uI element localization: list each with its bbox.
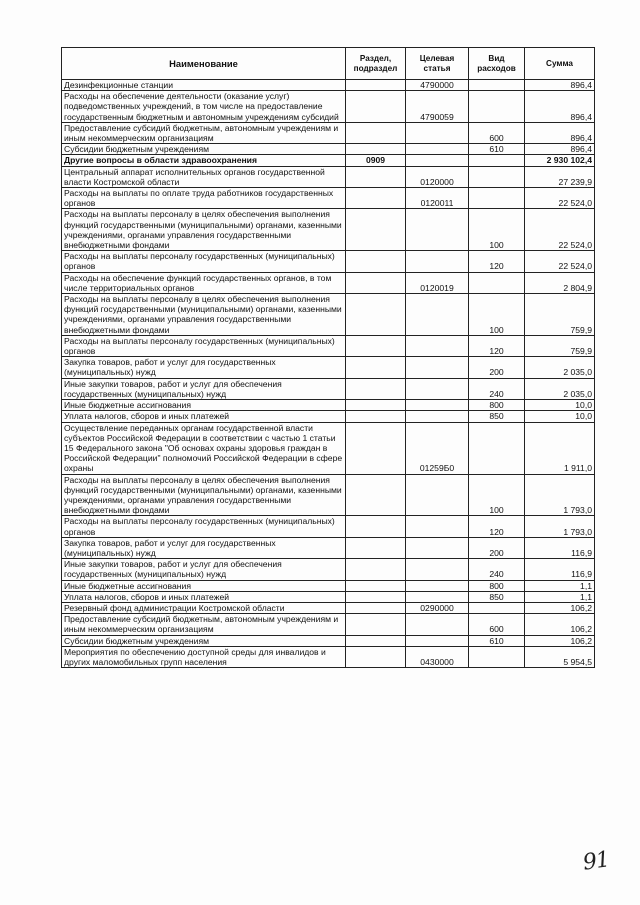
cell-name: Уплата налогов, сборов и иных платежей [62, 411, 346, 422]
cell-name: Расходы на обеспечение деятельности (оказание услуг) подведомственных учреждений, в том числе на предоставление государственным бюджетным и автономным учреждениям субсидий [62, 91, 346, 123]
table-row [62, 646, 595, 667]
table-header-row [62, 48, 595, 80]
cell-sum: 1,1 [525, 591, 595, 602]
cell-target [406, 294, 469, 336]
cell-target: 0120000 [406, 166, 469, 187]
cell-vid [469, 155, 525, 166]
cell-vid: 200 [469, 537, 525, 558]
cell-name: Иные бюджетные ассигнования [62, 580, 346, 591]
cell-sum: 27 239,9 [525, 166, 595, 187]
cell-target [406, 411, 469, 422]
table-row [62, 614, 595, 635]
cell-vid: 120 [469, 251, 525, 272]
cell-name: Иные закупки товаров, работ и услуг для обеспечения государственных (муниципальных) нужд [62, 559, 346, 580]
cell-name: Закупка товаров, работ и услуг для государственных (муниципальных) нужд [62, 537, 346, 558]
table-row [62, 559, 595, 580]
cell-name: Расходы на выплаты персоналу в целях обеспечения выполнения функций государственными (муниципальными) органами, казенными учреждениями, органами управления государственными внебюджетными фондами [62, 294, 346, 336]
cell-target: 0120019 [406, 272, 469, 293]
cell-razdel [346, 209, 406, 251]
cell-vid [469, 91, 525, 123]
table-body [62, 80, 595, 668]
cell-vid [469, 422, 525, 474]
cell-sum: 896,4 [525, 80, 595, 91]
cell-sum: 22 524,0 [525, 188, 595, 209]
cell-target [406, 474, 469, 516]
cell-vid: 800 [469, 580, 525, 591]
table-row [62, 635, 595, 646]
cell-sum: 106,2 [525, 602, 595, 613]
cell-name: Иные бюджетные ассигнования [62, 400, 346, 411]
cell-target [406, 251, 469, 272]
cell-target [406, 209, 469, 251]
cell-vid: 100 [469, 474, 525, 516]
cell-razdel [346, 400, 406, 411]
cell-vid: 120 [469, 516, 525, 537]
cell-sum: 1 911,0 [525, 422, 595, 474]
table-row [62, 251, 595, 272]
table-row [62, 474, 595, 516]
cell-target [406, 559, 469, 580]
cell-vid: 610 [469, 144, 525, 155]
table-row [62, 80, 595, 91]
cell-name: Другие вопросы в области здравоохранения [62, 155, 346, 166]
table-row [62, 91, 595, 123]
cell-target: 4790059 [406, 91, 469, 123]
table-row [62, 357, 595, 378]
cell-name: Иные закупки товаров, работ и услуг для обеспечения государственных (муниципальных) нужд [62, 378, 346, 399]
cell-razdel [346, 422, 406, 474]
cell-razdel [346, 335, 406, 356]
cell-vid [469, 188, 525, 209]
cell-vid: 200 [469, 357, 525, 378]
cell-target [406, 580, 469, 591]
cell-razdel [346, 122, 406, 143]
cell-vid [469, 272, 525, 293]
cell-sum: 896,4 [525, 144, 595, 155]
cell-name: Расходы на выплаты по оплате труда работников государственных органов [62, 188, 346, 209]
table-row [62, 422, 595, 474]
cell-vid: 850 [469, 411, 525, 422]
cell-target [406, 357, 469, 378]
cell-vid [469, 602, 525, 613]
cell-target [406, 537, 469, 558]
cell-target [406, 155, 469, 166]
cell-sum: 106,2 [525, 614, 595, 635]
cell-sum: 759,9 [525, 335, 595, 356]
cell-razdel [346, 635, 406, 646]
cell-sum: 106,2 [525, 635, 595, 646]
cell-razdel [346, 411, 406, 422]
cell-sum: 116,9 [525, 559, 595, 580]
cell-sum: 896,4 [525, 91, 595, 123]
cell-vid [469, 80, 525, 91]
cell-name: Мероприятия по обеспечению доступной среды для инвалидов и других маломобильных групп населения [62, 646, 346, 667]
cell-razdel [346, 166, 406, 187]
table-row [62, 602, 595, 613]
cell-name: Уплата налогов, сборов и иных платежей [62, 591, 346, 602]
cell-vid: 610 [469, 635, 525, 646]
cell-vid: 120 [469, 335, 525, 356]
table-row [62, 166, 595, 187]
cell-name: Расходы на обеспечение функций государственных органов, в том числе территориальных органов [62, 272, 346, 293]
header-sum: Сумма [525, 48, 595, 80]
cell-name: Субсидии бюджетным учреждениям [62, 635, 346, 646]
cell-target [406, 635, 469, 646]
cell-target: 01259Б0 [406, 422, 469, 474]
cell-target [406, 516, 469, 537]
cell-name: Расходы на выплаты персоналу государственных (муниципальных) органов [62, 251, 346, 272]
cell-name: Расходы на выплаты персоналу в целях обеспечения выполнения функций государственными (муниципальными) органами, казенными учреждениями, органами управления государственными внебюджетными фондами [62, 474, 346, 516]
cell-sum: 759,9 [525, 294, 595, 336]
cell-vid [469, 166, 525, 187]
cell-razdel [346, 91, 406, 123]
cell-razdel [346, 144, 406, 155]
cell-name: Центральный аппарат исполнительных органов государственной власти Костромской области [62, 166, 346, 187]
cell-razdel [346, 474, 406, 516]
cell-vid: 600 [469, 122, 525, 143]
cell-vid: 850 [469, 591, 525, 602]
cell-sum: 1,1 [525, 580, 595, 591]
cell-name: Осуществление переданных органам государственной власти субъектов Российской Федерации в соответствии с частью 1 статьи 15 Федерального закона "Об основах охраны здоровья граждан в Российской Федерации" полномочий Российской Федерации в сфере охраны [62, 422, 346, 474]
cell-razdel [346, 537, 406, 558]
cell-name: Закупка товаров, работ и услуг для государственных (муниципальных) нужд [62, 357, 346, 378]
cell-target [406, 122, 469, 143]
table-row [62, 516, 595, 537]
table-row [62, 144, 595, 155]
table-row [62, 122, 595, 143]
cell-sum: 1 793,0 [525, 474, 595, 516]
cell-razdel [346, 559, 406, 580]
cell-target [406, 378, 469, 399]
cell-razdel [346, 188, 406, 209]
cell-target [406, 591, 469, 602]
table-row [62, 580, 595, 591]
cell-razdel [346, 80, 406, 91]
cell-sum: 10,0 [525, 400, 595, 411]
header-name: Наименование [62, 48, 346, 80]
cell-sum: 2 035,0 [525, 357, 595, 378]
cell-razdel [346, 591, 406, 602]
cell-razdel [346, 602, 406, 613]
cell-razdel [346, 251, 406, 272]
cell-target: 0290000 [406, 602, 469, 613]
table-row [62, 591, 595, 602]
cell-target [406, 614, 469, 635]
cell-name: Дезинфекционные станции [62, 80, 346, 91]
cell-vid: 800 [469, 400, 525, 411]
cell-vid: 100 [469, 209, 525, 251]
cell-sum: 2 035,0 [525, 378, 595, 399]
cell-target [406, 144, 469, 155]
cell-vid: 100 [469, 294, 525, 336]
header-target: Целевая статья [406, 48, 469, 80]
cell-razdel [346, 378, 406, 399]
table-row [62, 537, 595, 558]
cell-razdel [346, 614, 406, 635]
cell-razdel [346, 580, 406, 591]
cell-sum: 2 804,9 [525, 272, 595, 293]
table-row [62, 155, 595, 166]
cell-sum: 2 930 102,4 [525, 155, 595, 166]
cell-razdel [346, 272, 406, 293]
cell-target: 0430000 [406, 646, 469, 667]
cell-razdel: 0909 [346, 155, 406, 166]
table-row [62, 188, 595, 209]
cell-sum: 22 524,0 [525, 251, 595, 272]
cell-vid: 600 [469, 614, 525, 635]
header-vid: Вид расходов [469, 48, 525, 80]
handwritten-page-number: 91 [581, 847, 611, 876]
table-row [62, 209, 595, 251]
table-row [62, 335, 595, 356]
table-row [62, 294, 595, 336]
cell-name: Субсидии бюджетным учреждениям [62, 144, 346, 155]
cell-razdel [346, 516, 406, 537]
table-row [62, 400, 595, 411]
cell-vid: 240 [469, 559, 525, 580]
cell-name: Расходы на выплаты персоналу государственных (муниципальных) органов [62, 335, 346, 356]
cell-vid [469, 646, 525, 667]
header-razdel: Раздел, подраздел [346, 48, 406, 80]
cell-razdel [346, 357, 406, 378]
cell-name: Предоставление субсидий бюджетным, автономным учреждениям и иным некоммерческим организациям [62, 614, 346, 635]
cell-sum: 22 524,0 [525, 209, 595, 251]
cell-name: Резервный фонд администрации Костромской области [62, 602, 346, 613]
cell-sum: 896,4 [525, 122, 595, 143]
cell-sum: 10,0 [525, 411, 595, 422]
cell-name: Расходы на выплаты персоналу государственных (муниципальных) органов [62, 516, 346, 537]
cell-target [406, 335, 469, 356]
table-row [62, 411, 595, 422]
cell-razdel [346, 294, 406, 336]
cell-name: Расходы на выплаты персоналу в целях обеспечения выполнения функций государственными (муниципальными) органами, казенными учреждениями, органами управления государственными внебюджетными фондами [62, 209, 346, 251]
cell-sum: 5 954,5 [525, 646, 595, 667]
cell-vid: 240 [469, 378, 525, 399]
table-row [62, 272, 595, 293]
cell-target: 0120011 [406, 188, 469, 209]
cell-sum: 1 793,0 [525, 516, 595, 537]
budget-table [61, 47, 595, 668]
table-row [62, 378, 595, 399]
cell-target [406, 400, 469, 411]
cell-name: Предоставление субсидий бюджетным, автономным учреждениям и иным некоммерческим организациям [62, 122, 346, 143]
cell-razdel [346, 646, 406, 667]
cell-sum: 116,9 [525, 537, 595, 558]
cell-target: 4790000 [406, 80, 469, 91]
